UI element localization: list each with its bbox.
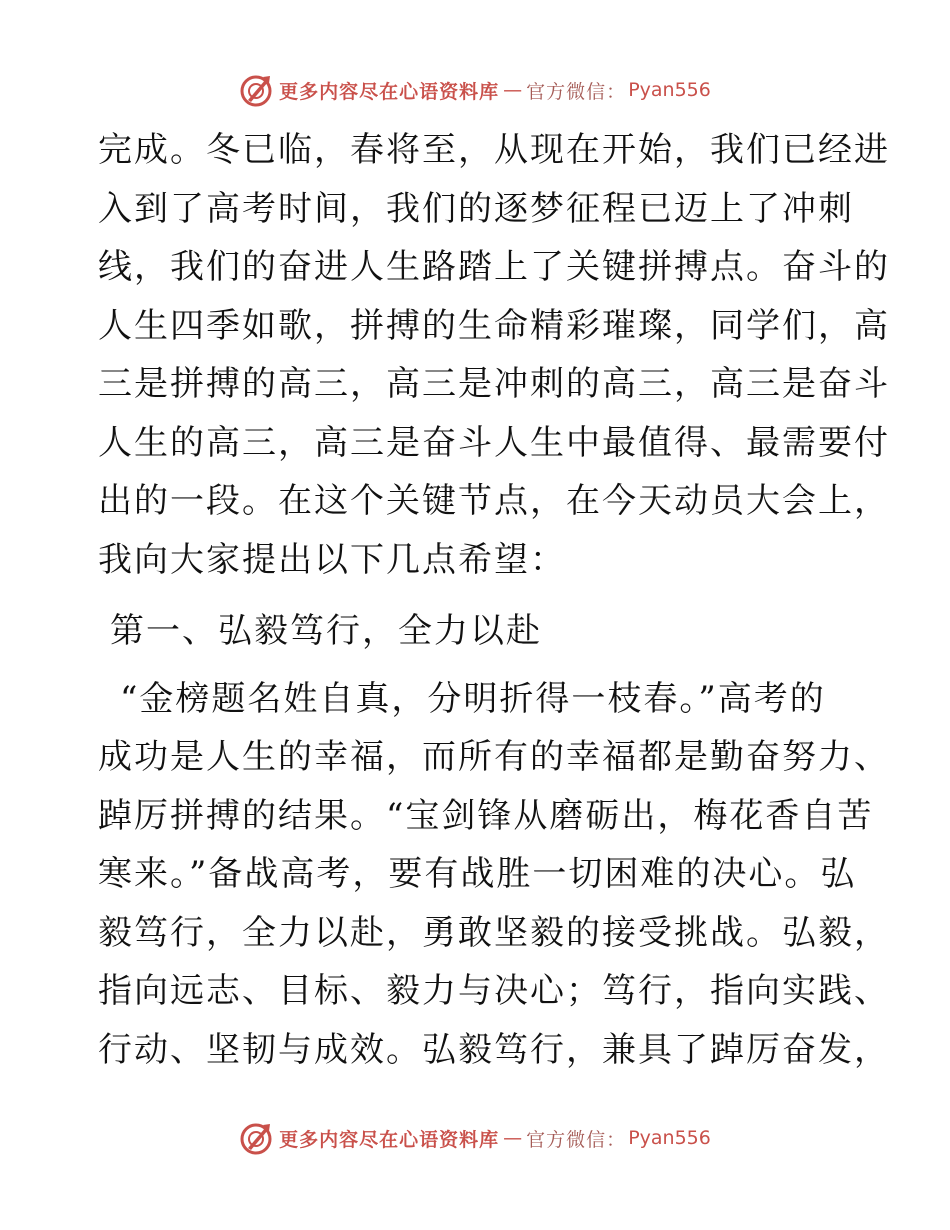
paragraph-2 <box>98 670 890 1080</box>
text-line: 指向远志、目标、毅力与决心；笃行，指向实践、 <box>98 971 890 1011</box>
text-line: 踔厉拼搏的结果。“宝剑锋从磨砺出，梅花香自苦 <box>98 795 874 836</box>
text-line: 线，我们的奋进人生路踏上了关键拼搏点。奋斗的 <box>98 247 890 287</box>
banner-brand: 更多内容尽在心语资料库 <box>279 80 500 103</box>
text-line: 行动、坚韧与成效。弘毅笃行，兼具了踔厉奋发， <box>98 1029 890 1070</box>
paragraph-1 <box>98 121 890 589</box>
text-line: 毅笃行，全力以赴，勇敢坚毅的接受挑战。弘毅， <box>98 912 890 953</box>
text-line: 人生的高三，高三是奋斗人生中最值得、最需要付 <box>98 422 890 463</box>
document-body <box>98 121 890 1079</box>
logo-icon <box>239 1121 273 1155</box>
banner-brand: 更多内容尽在心语资料库 <box>279 1128 500 1151</box>
banner-wechat-label: 官方微信： <box>526 1128 627 1151</box>
text-line: 三是拼搏的高三，高三是冲刺的高三，高三是奋斗 <box>98 364 890 404</box>
text-line: “金榜题名姓自真，分明折得一枝春。”高考的 <box>120 678 826 719</box>
footer-watermark <box>0 1118 950 1158</box>
banner-separator: — <box>503 79 523 101</box>
text-line: 我向大家提出以下几点希望： <box>98 539 566 580</box>
text-line: 完成。冬已临，春将至，从现在开始，我们已经进 <box>98 130 890 170</box>
text-line: 成功是人生的幸福，而所有的幸福都是勤奋努力、 <box>98 737 890 777</box>
text-line: 寒来。”备战高考，要有战胜一切困难的决心。弘 <box>98 854 857 894</box>
section-heading: 第一、弘毅笃行，全力以赴 <box>110 611 542 651</box>
banner-wechat-label: 官方微信： <box>526 80 627 103</box>
header-watermark <box>0 70 950 110</box>
banner-wechat-id: Pyan556 <box>628 79 711 101</box>
banner-separator: — <box>503 1127 523 1149</box>
text-line: 人生四季如歌，拼搏的生命精彩璀璨，同学们，高 <box>98 305 890 346</box>
text-line: 入到了高考时间，我们的逐梦征程已迈上了冲刺 <box>98 188 854 229</box>
logo-icon <box>239 73 273 107</box>
text-line: 出的一段。在这个关键节点，在今天动员大会上， <box>98 481 890 521</box>
banner-wechat-id: Pyan556 <box>628 1127 711 1149</box>
